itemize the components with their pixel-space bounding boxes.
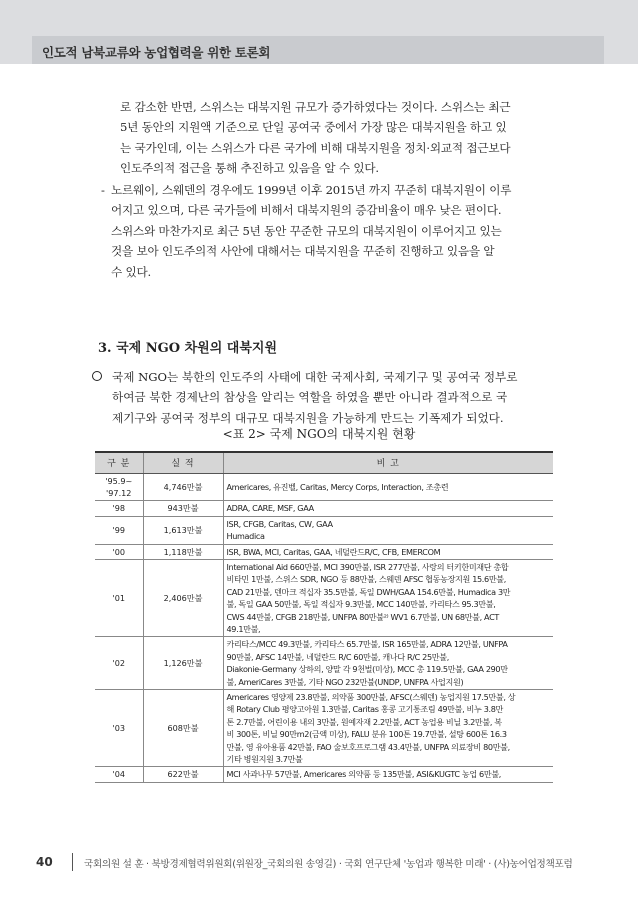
paragraph-line: 인도주의적 접근을 통해 추진하고 있음을 알 수 있다. (120, 161, 379, 176)
table-row (95, 690, 553, 767)
paragraph-line: 어지고 있으며, 다른 국가들에 비해서 대북지원의 증감비율이 매우 낮은 편이다. (111, 203, 502, 218)
bullet-line: 국제 NGO는 북한의 인도주의 사태에 대한 국제사회, 국제기구 및 공여국 정부로 (112, 370, 518, 384)
header-notes: 비 고 (223, 452, 553, 473)
dash-marker: - (101, 183, 105, 197)
amount-cell: 1,118만불 (143, 544, 223, 559)
footer-text: 국회의원 설 훈 · 북방경제협력위원회(위원장_국회의원 송영길) · 국회 연구단체 '농업과 행복한 미래' · (사)농어업정책포럼 (84, 859, 573, 870)
paragraph-line: 수 있다. (111, 264, 151, 279)
circle-bullet-icon (92, 371, 102, 381)
amount-cell: 943만불 (143, 501, 223, 516)
note-line: 불, 독일 GAA 50만불, 독일 적십자 9.3만불, MCC 140만불, 카리타스 95.3만불, (226, 599, 496, 610)
paragraph-line: 5년 동안의 지원액 기준으로 단일 공여국 중에서 가장 많은 대북지원을 하고 있 (120, 120, 507, 135)
year-cell: '98 (95, 501, 143, 516)
year-cell: '03 (95, 690, 143, 767)
amount-cell: 2,406만불 (143, 559, 223, 636)
paragraph-line: 로 감소한 반면, 스위스는 대북지원 규모가 증가하였다는 것이다. 스위스는 최근 (120, 100, 511, 114)
year-cell: '95.9~ '97.12 (95, 473, 143, 501)
year-cell: '01 (95, 559, 143, 636)
paragraph-line: 스위스와 마찬가지로 최근 5년 동안 꾸준한 규모의 대북지원이 이루어지고 있는 (111, 223, 502, 238)
note-line: 만불, 영 유아용품 42만불, FAO 술보호프로그램 43.4만불, UNFPA 의료장비 80만불, (226, 741, 510, 752)
table-row (95, 544, 553, 559)
table-caption: <표 2> 국제 NGO의 대북지원 현황 (222, 427, 416, 441)
section-heading: 3. 국제 NGO 차원의 대북지원 (98, 341, 278, 356)
notes-cell (223, 767, 553, 782)
note-line: ADRA, CARE, MSF, GAA (226, 503, 314, 514)
table-row (95, 559, 553, 636)
header-category: 구 분 (95, 452, 143, 473)
table-header-row (95, 452, 553, 473)
footer-divider (72, 853, 73, 871)
table-row (95, 767, 553, 782)
table-row (95, 637, 553, 690)
note-line: 49.1만불, (226, 623, 261, 634)
year-cell: '04 (95, 767, 143, 782)
note-line: 기타 병원지원 3.7만불 (226, 754, 303, 765)
note-line: 90만불, AFSC 14만불, 네덜란드 R/C 60만불, 캐나다 R/C 25만불, (226, 651, 449, 662)
notes-cell (223, 473, 553, 501)
amount-cell: 1,126만불 (143, 637, 223, 690)
note-line: 불, AmeriCares 3만불, 기타 NGO 232만불(UNDP, UNFPA 사업지원) (226, 676, 464, 687)
table-row (95, 501, 553, 516)
table-body (95, 473, 553, 782)
paragraph-line: 것을 보아 인도주의적 사안에 대해서는 대북지원을 꾸준히 진행하고 있음을 알 (111, 244, 495, 259)
note-line: 카리타스/MCC 49.3만불, 카리타스 65.7만불, ISR 165만불, ADRA 12만불, UNFPA (226, 639, 508, 650)
note-line: CWS 44만불, CFGB 218만불, UNFPA 80만불²⁾ WV1 6.7만불, UN 68만불, ACT (226, 611, 499, 622)
paragraph-line: 노르웨이, 스웨덴의 경우에도 1999년 이후 2015년 까지 꾸준히 대북지원이 이루 (111, 183, 512, 197)
table-row (95, 473, 553, 501)
header-amount: 실 적 (143, 452, 223, 473)
table-row (95, 516, 553, 544)
note-line: International Aid 660만불, MCI 390만불, ISR 277만불, 사랑의 터키한미재단 총합 (226, 561, 509, 572)
paragraph-1 (120, 97, 560, 179)
notes-cell (223, 690, 553, 767)
bullet-line: 제기구와 공여국 정부의 대규모 대북지원을 가능하게 만드는 기폭제가 되었다. (112, 410, 504, 425)
notes-cell (223, 544, 553, 559)
note-line: Americares 영양제 23.8만불, 의약품 300만불, AFSC(스웨덴) 농업지원 17.5만불, 상 (226, 692, 516, 702)
note-line: Diakonie-Germany 상하의, 양말 각 9천벌(미상), MCC 총 119.5만불, GAA 290만 (226, 664, 508, 675)
page-number: 40 (36, 855, 53, 869)
paragraph-2 (101, 180, 560, 282)
page-footer (0, 851, 638, 875)
amount-cell: 4,746만불 (143, 473, 223, 501)
header-title: 인도적 남북교류와 농업협력을 위한 토론회 (42, 45, 271, 60)
year-cell: '00 (95, 544, 143, 559)
note-line: 비 300톤, 비닐 90만m2(금액 미상), FALU 분유 100톤 19.7만불, 설탕 600톤 16.3 (226, 729, 507, 740)
amount-cell: 622만불 (143, 767, 223, 782)
header-band (0, 0, 638, 64)
year-cell: '02 (95, 637, 143, 690)
note-line: ISR, BWA, MCI, Caritas, GAA, 네덜란드R/C, CFB, EMERCOM (226, 546, 441, 557)
amount-cell: 608만불 (143, 690, 223, 767)
amount-cell: 1,613만불 (143, 516, 223, 544)
note-line: Humadica (226, 531, 265, 542)
note-line: 해 Rotary Club 평양고아원 1.3만불, Caritas 홍콩 고기통조림 49만불, 비누 3.8만 (226, 704, 504, 715)
paragraph-line: 는 국가인데, 이는 스위스가 다른 국가에 비해 대북지원을 정치·외교적 접근보다 (120, 140, 511, 155)
note-line: CAD 21만불, 덴마크 적십자 35.5만불, 독일 DWH/GAA 154.6만불, Humadica 3만 (226, 586, 511, 597)
notes-cell (223, 637, 553, 690)
note-line: 톤 2.7만불, 어린이용 내의 3만불, 원예자재 2.2만불, ACT 농업용 비닐 3.2만불, 복 (226, 716, 502, 727)
note-line: ISR, CFGB, Caritas, CW, GAA (226, 518, 333, 529)
bullet-line: 하여금 북한 경제난의 참상을 알리는 역할을 하였을 뿐만 아니라 결과적으로 국 (112, 390, 508, 405)
note-line: 비타민 1만불, 스위스 SDR, NGO 등 88만불, 스웨덴 AFSC 협동농장지원 15.6만불, (226, 574, 506, 585)
note-line: Americares, 유진벨, Caritas, Mercy Corps, Interaction, 조총련 (226, 481, 449, 492)
notes-cell (223, 559, 553, 636)
bullet-paragraph (92, 367, 562, 428)
note-line: MCI 사과나무 57만불, Americares 의약품 등 135만불, ASI&KUGTC 농업 6만불, (226, 769, 502, 780)
year-cell: '99 (95, 516, 143, 544)
ngo-aid-table (95, 451, 553, 783)
notes-cell (223, 501, 553, 516)
notes-cell (223, 516, 553, 544)
header-bar (32, 36, 604, 64)
